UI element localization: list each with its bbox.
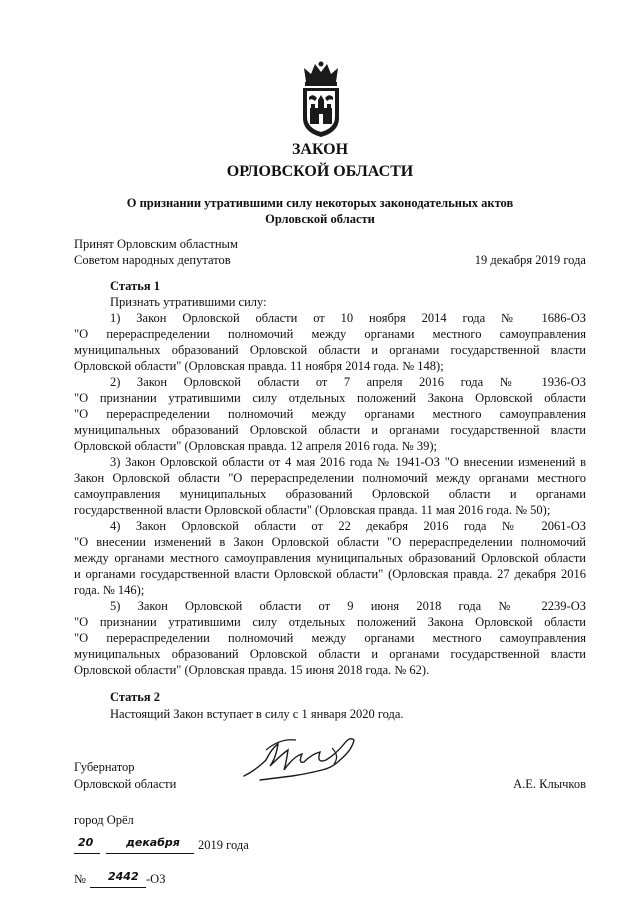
law-number-underline (90, 887, 146, 888)
article1-intro: Признать утратившими силу: (110, 295, 267, 309)
article1-line: 5) Закон Орловской области от 9 июня 2018 года № 2239-ОЗ (110, 599, 586, 613)
date-line (74, 838, 374, 858)
article1-line: "О перераспределении полномочий между органами местного самоуправления (74, 407, 586, 421)
handwritten-signature (236, 730, 366, 790)
article1-line: "О перераспределении полномочий между органами местного самоуправления (74, 327, 586, 341)
article1-line: самоуправления муниципальных образований Орловской области и органами (74, 487, 586, 501)
adoption-line1: Принят Орловским областным (74, 237, 238, 251)
article2-heading: Статья 2 (110, 690, 160, 704)
city: город Орёл (74, 813, 134, 827)
article1-line: Орловской области" (Орловская правда. 12 апреля 2016 года. № 39); (74, 439, 437, 453)
law-number-line (74, 872, 274, 892)
article1-line: между органами местного самоуправления муниципальных образований Орловской области (74, 551, 586, 565)
governor-title-line1: Губернатор (74, 760, 135, 774)
date-year: 2019 года (198, 838, 249, 852)
number-suffix: -ОЗ (146, 872, 166, 886)
article1-line: муниципальных образований Орловской области и органами государственной власти (74, 423, 586, 437)
governor-title-line2: Орловской области (74, 777, 177, 791)
article1-line: 2) Закон Орловской области от 7 апреля 2016 года № 1936-ОЗ (110, 375, 586, 389)
article1-line: Закон Орловской области "О перераспределении полномочий между органами местного (74, 471, 586, 485)
date-month-underline (106, 853, 194, 854)
date-day-underline (74, 853, 100, 854)
article1-line: "О внесении изменений в Закон Орловской области "О перераспределении полномочий (74, 535, 586, 549)
article1-line: 3) Закон Орловской области от 4 мая 2016 года № 1941-ОЗ "О внесении изменений в (110, 455, 586, 469)
law-number: 2442 (108, 870, 139, 883)
article1-line: 4) Закон Орловской области от 22 декабря 2016 года № 2061-ОЗ (110, 519, 586, 533)
article1-line: "О перераспределении полномочий между органами местного самоуправления (74, 631, 586, 645)
article1-line: "О признании утратившими силу отдельных положений Закона Орловской области (74, 391, 586, 405)
date-day: 20 (78, 836, 94, 849)
adoption-line2: Советом народных депутатов (74, 253, 231, 267)
date-month: декабря (126, 836, 180, 849)
governor-name: А.Е. Клычков (513, 777, 586, 791)
article1-line: муниципальных образований Орловской области и органами государственной власти (74, 343, 586, 357)
law-title: ЗАКОН (291, 141, 349, 158)
article2-text: Настоящий Закон вступает в силу с 1 января 2020 года. (110, 707, 404, 721)
article1-line: 1) Закон Орловской области от 10 ноября 2014 года № 1686-ОЗ (110, 311, 586, 325)
adoption-date: 19 декабря 2019 года (474, 253, 586, 267)
article1-line: года. № 146); (74, 583, 145, 597)
article1-line: Орловской области" (Орловская правда. 11 ноября 2014 года. № 148); (74, 359, 444, 373)
article1-line: и органами государственной власти Орловской области" (Орловская правда. 27 декабря 2016 (74, 567, 586, 581)
article1-heading: Статья 1 (110, 279, 160, 293)
law-region: ОРЛОВСКОЙ ОБЛАСТИ (226, 163, 414, 180)
article1-line: "О признании утратившими силу отдельных положений Закона Орловской области (74, 615, 586, 629)
article1-line: муниципальных образований Орловской области и органами государственной власти (74, 647, 586, 661)
article1-line: Орловской области" (Орловская правда. 15 июня 2018 года. № 62). (74, 663, 430, 677)
law-subject-line1: О признании утратившими силу некоторых законодательных актов (126, 196, 514, 210)
number-prefix: № (74, 872, 86, 886)
article1-line: государственной власти Орловской области" (Орловская правда. 11 мая 2016 года. № 50); (74, 503, 551, 517)
law-subject-line2: Орловской области (265, 212, 375, 226)
